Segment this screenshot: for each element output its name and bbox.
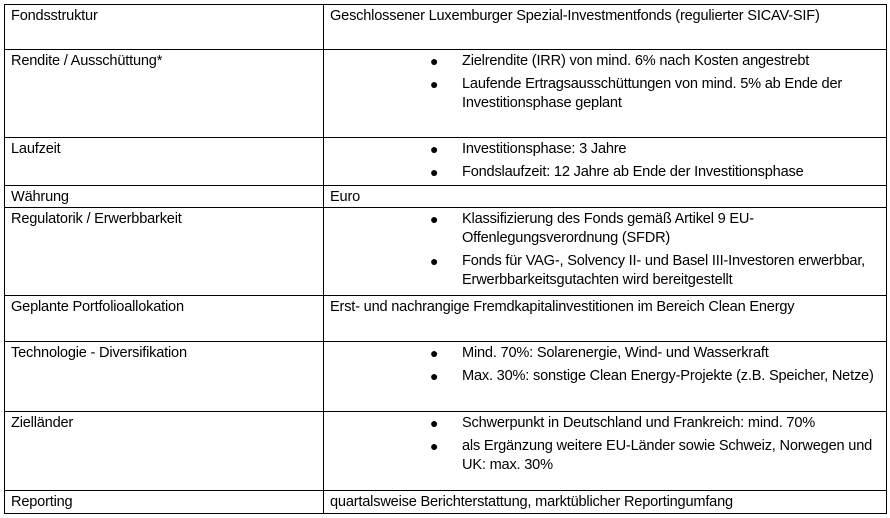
row-label: Geplante Portfolioallokation [5,296,324,342]
bullet-text: Max. 30%: sonstige Clean Energy-Projekte (z.B. Speicher, Netze) [462,368,874,384]
bullet-text: Mind. 70%: Solarenergie, Wind- und Wasserkraft [462,345,769,361]
list-item [330,163,880,182]
bullet-text: Laufende Ertragsausschüttungen von mind. 5% ab Ende der Investitionsphase geplant [462,76,843,111]
table-row [5,5,887,50]
list-item [330,437,880,475]
row-label: Währung [5,186,324,208]
list-item [330,344,880,363]
list-item [330,367,880,386]
table-row [5,412,887,491]
bullet-text: Schwerpunkt in Deutschland und Frankreich: mind. 70% [462,415,816,431]
row-value [324,412,887,491]
row-value: Geschlossener Luxemburger Spezial-Investmentfonds (regulierter SICAV-SIF) [324,5,887,50]
table-row [5,491,887,514]
row-label: Laufzeit [5,138,324,186]
table-row [5,342,887,412]
row-value: Euro [324,186,887,208]
table-row [5,186,887,208]
row-label: Zielländer [5,412,324,491]
row-label: Fondsstruktur [5,5,324,50]
row-value [324,50,887,138]
list-item [330,252,880,290]
table-row [5,138,887,186]
list-item [330,414,880,433]
list-item [330,210,880,248]
row-value: quartalsweise Berichterstattung, marktüblicher Reportingumfang [324,491,887,514]
bullet-text: Klassifizierung des Fonds gemäß Artikel 9 EU-Offenlegungsverordnung (SFDR) [462,211,754,246]
bullet-text: Fonds für VAG-, Solvency II- und Basel III-Investoren erwerbbar, Erwerbbarkeitsgutachten wird bereitgestellt [462,253,866,288]
bullet-icon: ● [430,141,439,157]
row-label: Rendite / Ausschüttung* [5,50,324,138]
row-value: Erst- und nachrangige Fremdkapitalinvestitionen im Bereich Clean Energy [324,296,887,342]
bullet-icon: ● [430,345,439,361]
bullet-icon: ● [430,53,439,69]
row-label: Regulatorik / Erwerbbarkeit [5,208,324,296]
list-item [330,52,880,71]
row-value [324,342,887,412]
bullet-icon: ● [430,76,439,92]
table-row [5,50,887,138]
bullet-icon: ● [430,164,439,180]
row-label: Reporting [5,491,324,514]
row-label: Technologie - Diversifikation [5,342,324,412]
bullet-icon: ● [430,211,439,227]
bullet-icon: ● [430,253,439,269]
bullet-text: als Ergänzung weitere EU-Länder sowie Schweiz, Norwegen und UK: max. 30% [462,438,873,473]
row-value [324,208,887,296]
table-row [5,208,887,296]
row-value [324,138,887,186]
bullet-text: Investitionsphase: 3 Jahre [462,141,627,157]
bullet-icon: ● [430,415,439,431]
bullet-text: Fondslaufzeit: 12 Jahre ab Ende der Investitionsphase [462,164,804,180]
bullet-text: Zielrendite (IRR) von mind. 6% nach Kosten angestrebt [462,53,810,69]
list-item [330,75,880,113]
bullet-icon: ● [430,438,439,454]
table-row [5,296,887,342]
bullet-icon: ● [430,368,439,384]
fund-terms-table [4,4,887,514]
list-item [330,140,880,159]
